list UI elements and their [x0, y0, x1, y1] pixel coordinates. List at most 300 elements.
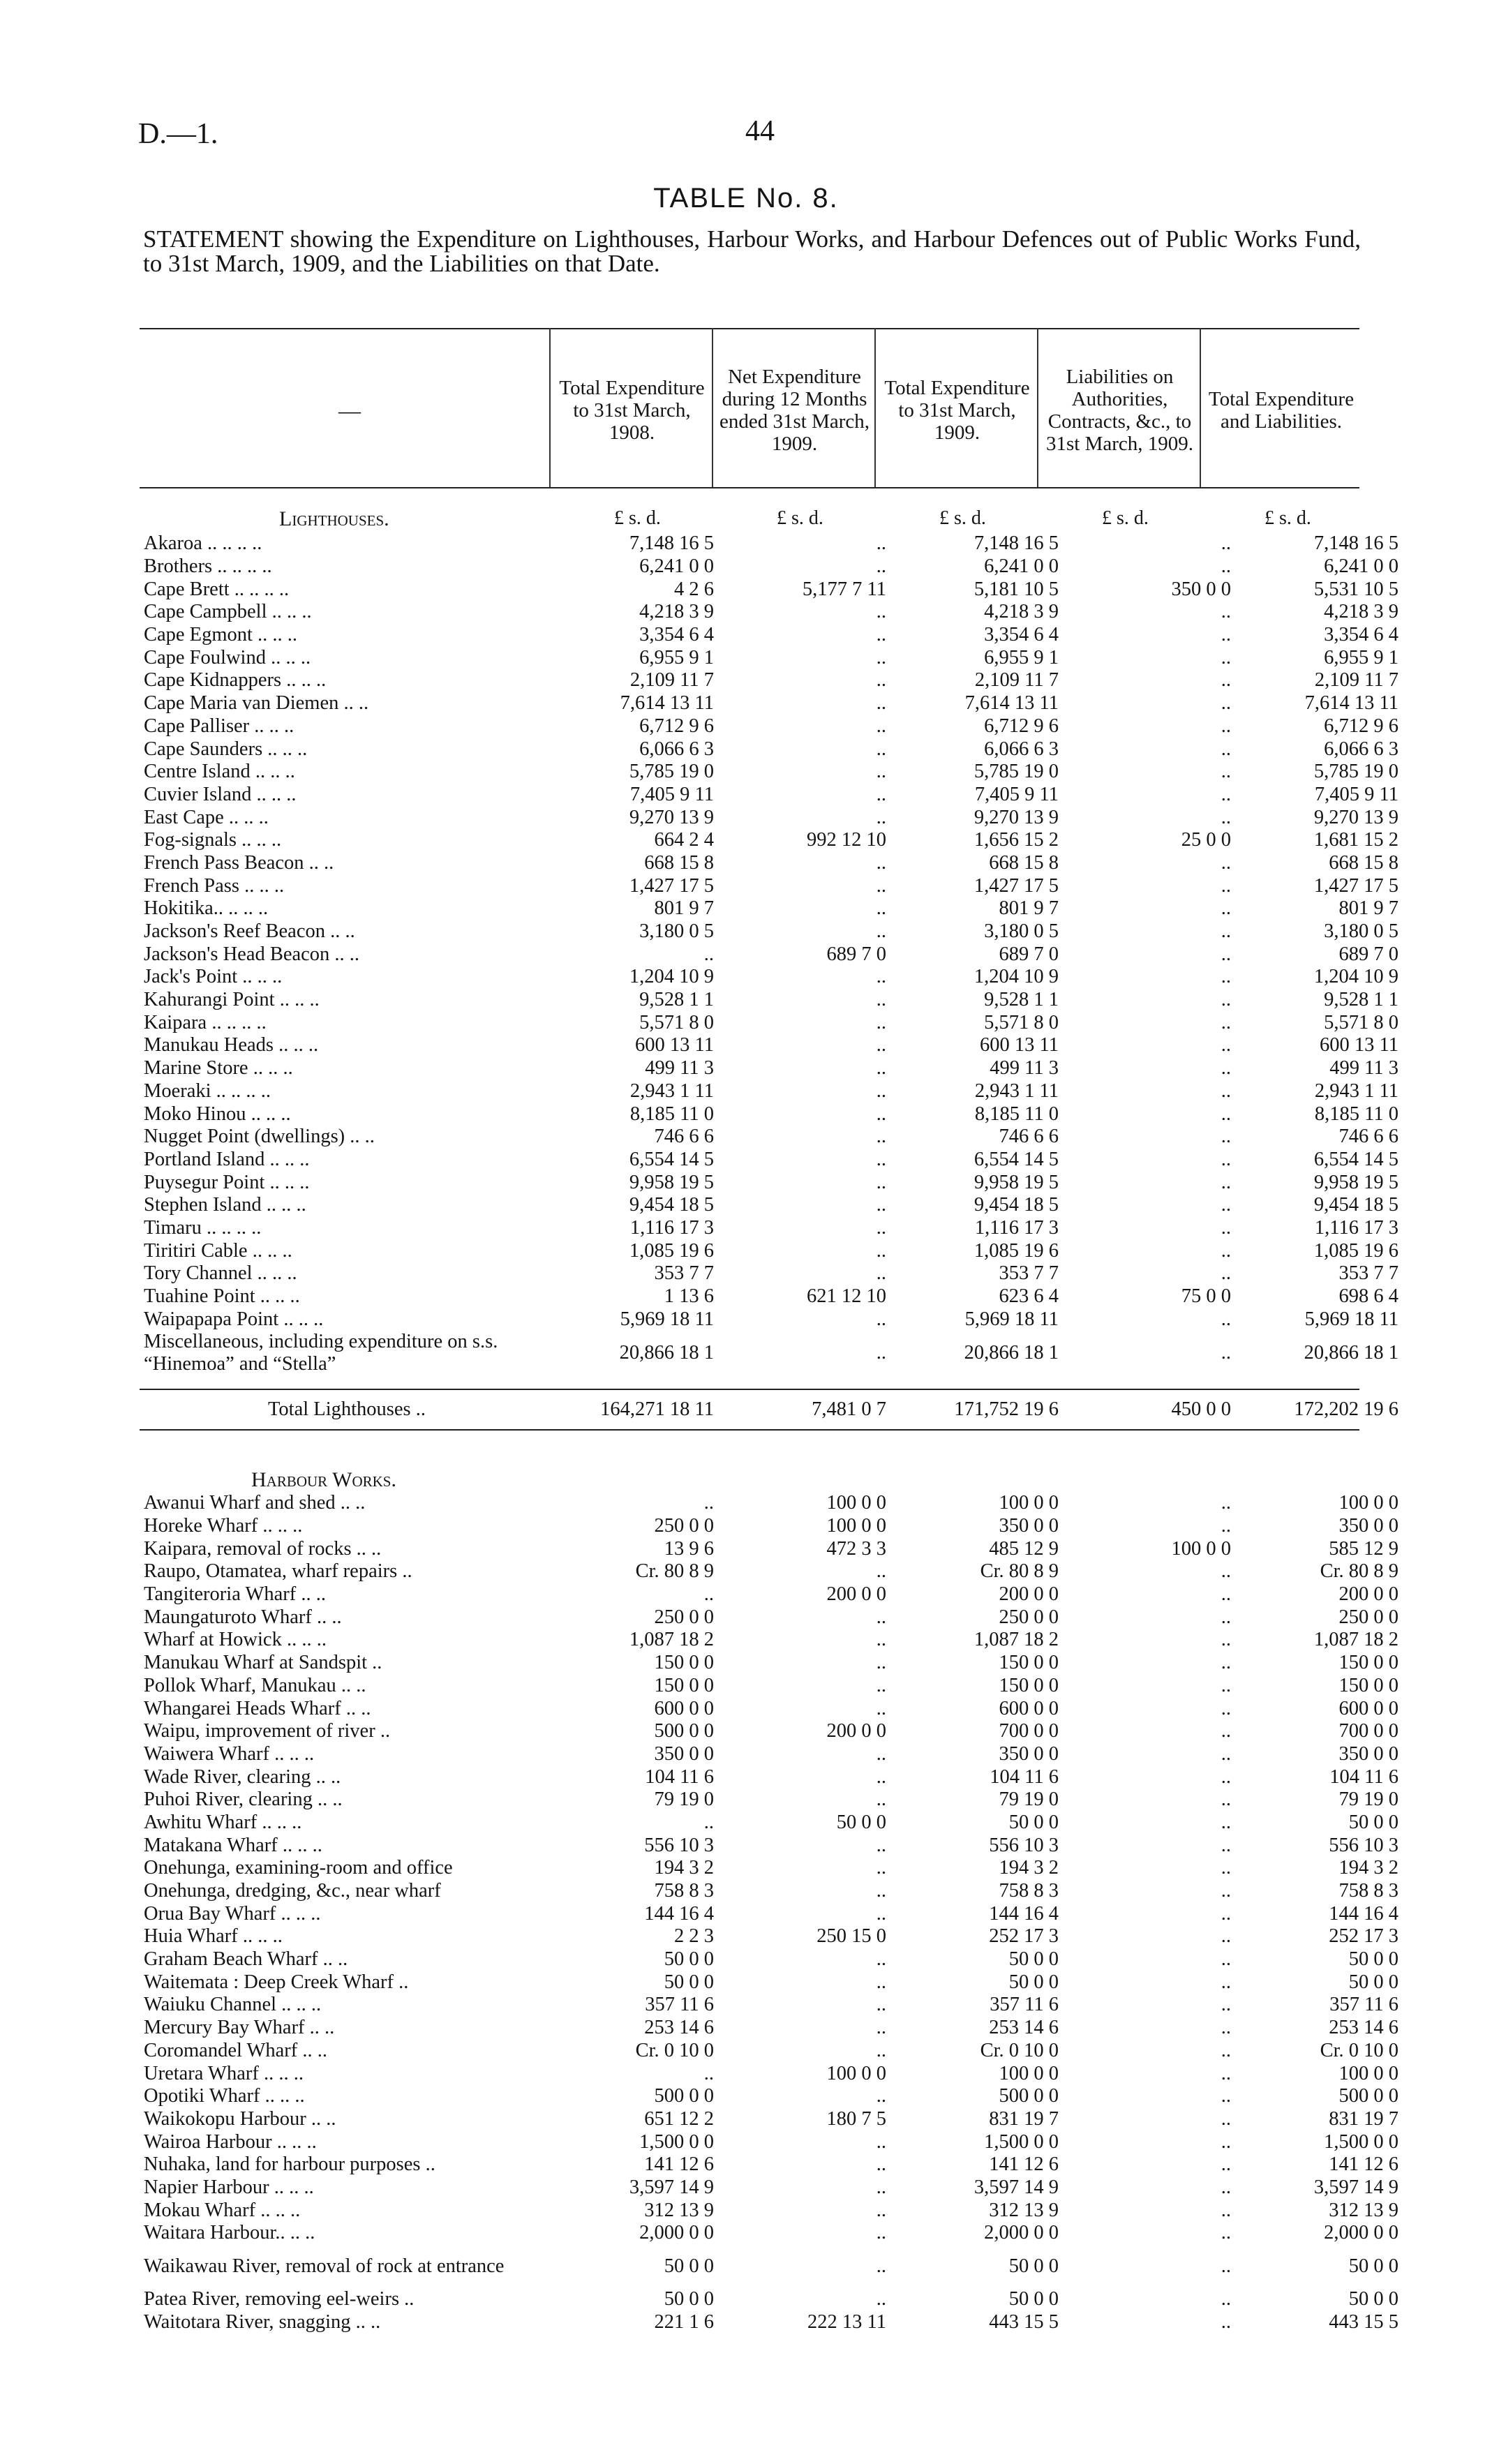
- cell-col-3: 50 0 0: [1008, 1948, 1059, 1971]
- table-row: [140, 1537, 1407, 1560]
- table-row: [140, 1194, 1407, 1217]
- cell-col-1: 144 16 4: [644, 1902, 714, 1925]
- cell-col-5: 1,116 17 3: [1314, 1216, 1398, 1239]
- cell-col-1: 6,241 0 0: [639, 555, 714, 578]
- table-row: [140, 1057, 1407, 1080]
- row-label: Cape Kidnappers .. .. ..: [144, 669, 327, 692]
- row-label: Tory Channel .. .. ..: [144, 1262, 297, 1285]
- cell-col-5: 50 0 0: [1348, 2255, 1398, 2277]
- cell-col-4: ..: [1221, 1342, 1231, 1364]
- cell-col-3: 5,969 18 11: [964, 1308, 1059, 1330]
- cell-col-3: 3,180 0 5: [984, 920, 1059, 943]
- table-row: [140, 692, 1407, 715]
- cell-col-5: 689 7 0: [1338, 943, 1398, 965]
- table-row: [140, 1743, 1407, 1766]
- cell-col-1: 668 15 8: [644, 851, 714, 874]
- page-number: 44: [745, 115, 775, 147]
- row-label: Jackson's Head Beacon .. ..: [144, 943, 360, 965]
- cell-col-1: Cr. 0 10 0: [635, 2039, 714, 2061]
- cell-col-4: ..: [1221, 1262, 1231, 1285]
- table-row: [140, 1034, 1407, 1057]
- cell-col-4: ..: [1221, 943, 1231, 965]
- cell-col-2: ..: [876, 624, 886, 646]
- cell-col-1: 50 0 0: [664, 2288, 714, 2310]
- cell-col-4: ..: [1221, 692, 1231, 715]
- row-label: Jackson's Reef Beacon .. ..: [144, 920, 355, 943]
- table-row: [140, 1080, 1407, 1103]
- cell-col-2: ..: [876, 1765, 886, 1788]
- cell-col-1: 1,087 18 2: [629, 1629, 714, 1651]
- table-row: [140, 897, 1407, 920]
- cell-col-5: 1,681 15 2: [1313, 829, 1398, 851]
- cell-col-3: 6,554 14 5: [973, 1148, 1059, 1170]
- cell-col-5: 150 0 0: [1338, 1674, 1398, 1696]
- table-row: [140, 601, 1407, 624]
- cell-col-1: 353 7 7: [654, 1262, 714, 1285]
- table-row: [140, 669, 1407, 692]
- cell-col-3: 7,405 9 11: [974, 783, 1059, 805]
- cell-col-2: ..: [876, 1948, 886, 1971]
- table-row: [140, 1765, 1407, 1789]
- cell-col-4: ..: [1221, 1515, 1231, 1537]
- row-label: East Cape .. .. ..: [144, 806, 269, 828]
- table-row: [140, 738, 1407, 761]
- cell-col-2: ..: [876, 2039, 886, 2061]
- cell-col-3: 801 9 7: [999, 897, 1059, 920]
- cell-col-5: 79 19 0: [1338, 1789, 1398, 1811]
- cell-col-3: 5,181 10 5: [973, 578, 1059, 600]
- cell-col-3: 746 6 6: [999, 1126, 1059, 1148]
- cell-col-4: 75 0 0: [1181, 1285, 1231, 1308]
- row-label: Opotiki Wharf .. .. ..: [144, 2085, 305, 2107]
- table-row: [140, 943, 1407, 966]
- row-label: Total Lighthouses ..: [268, 1398, 426, 1420]
- row-label: Portland Island .. .. ..: [144, 1148, 310, 1170]
- cell-col-3: 150 0 0: [999, 1652, 1059, 1674]
- cell-col-5: 50 0 0: [1348, 1971, 1398, 1993]
- cell-col-5: 8,185 11 0: [1314, 1103, 1398, 1125]
- cell-col-5: 3,354 6 4: [1324, 624, 1398, 646]
- cell-col-4: 450 0 0: [1171, 1398, 1231, 1420]
- cell-col-3: 357 11 6: [990, 1994, 1059, 2016]
- cell-col-4: 350 0 0: [1171, 578, 1231, 600]
- table-row: [140, 2288, 1407, 2311]
- cell-col-1: 2,000 0 0: [639, 2222, 714, 2244]
- cell-col-1: 9,528 1 1: [639, 989, 714, 1011]
- row-label: Waitotara River, snagging .. ..: [144, 2310, 381, 2333]
- row-label: Cape Maria van Diemen .. ..: [144, 692, 369, 715]
- cell-col-2: ..: [876, 1971, 886, 1993]
- cell-col-2: ..: [876, 989, 886, 1011]
- units-col3: £ s. d.: [939, 507, 986, 529]
- cell-col-1: 253 14 6: [644, 2017, 714, 2039]
- cell-col-3: 485 12 9: [989, 1537, 1059, 1560]
- cell-col-1: 50 0 0: [664, 1971, 714, 1993]
- cell-col-4: ..: [1221, 1789, 1231, 1811]
- table-row: [140, 1217, 1407, 1240]
- row-label: Akaroa .. .. .. ..: [144, 532, 262, 555]
- row-label: Wade River, clearing .. ..: [144, 1765, 341, 1788]
- row-label: Kahurangi Point .. .. ..: [144, 989, 320, 1011]
- total-bottom-rule: [140, 1429, 1359, 1431]
- row-label: Waikawau River, removal of rock at entrance: [144, 2255, 505, 2277]
- cell-col-2: ..: [876, 966, 886, 988]
- cell-col-1: 6,955 9 1: [639, 646, 714, 669]
- cell-col-4: ..: [1221, 2222, 1231, 2244]
- table-row: [140, 646, 1407, 669]
- table-row: [140, 2017, 1407, 2040]
- table-row: [140, 1880, 1407, 1903]
- cell-col-2: ..: [876, 532, 886, 555]
- cell-col-1: 5,571 8 0: [639, 1011, 714, 1033]
- table-row: [140, 1171, 1407, 1194]
- table-row: [140, 1902, 1407, 1925]
- row-label: Napier Harbour .. .. ..: [144, 2176, 314, 2198]
- table-row: [140, 2199, 1407, 2222]
- cell-col-2: ..: [876, 761, 886, 783]
- cell-col-4: ..: [1221, 1765, 1231, 1788]
- cell-col-5: 353 7 7: [1338, 1262, 1398, 1285]
- cell-col-2: 180 7 5: [826, 2107, 886, 2130]
- row-label: Brothers .. .. .. ..: [144, 555, 272, 578]
- cell-col-1: 312 13 9: [644, 2199, 714, 2221]
- cell-col-5: 7,614 13 11: [1304, 692, 1398, 715]
- cell-col-3: 50 0 0: [1008, 2255, 1059, 2277]
- table-row: [140, 1126, 1407, 1149]
- cell-col-5: 6,955 9 1: [1324, 646, 1398, 669]
- cell-col-5: 6,066 6 3: [1324, 738, 1398, 760]
- cell-col-5: 50 0 0: [1348, 1948, 1398, 1971]
- row-label: Orua Bay Wharf .. .. ..: [144, 1902, 321, 1925]
- table-row: [140, 1515, 1407, 1538]
- column-header-total-exp-liab: Total Expenditure and Liabilities.: [1208, 387, 1355, 433]
- cell-col-1: 600 0 0: [654, 1697, 714, 1719]
- cell-col-2: 100 0 0: [826, 2062, 886, 2084]
- cell-col-2: ..: [876, 738, 886, 760]
- cell-col-1: 20,866 18 1: [619, 1342, 714, 1364]
- cell-col-4: ..: [1221, 966, 1231, 988]
- row-label: Stephen Island .. .. ..: [144, 1194, 306, 1216]
- cell-col-5: 6,712 9 6: [1324, 715, 1398, 737]
- cell-col-1: 1,427 17 5: [629, 874, 714, 897]
- cell-col-2: 222 13 11: [807, 2310, 886, 2333]
- cell-col-1: 6,554 14 5: [629, 1148, 714, 1170]
- table-row: [140, 1285, 1407, 1308]
- table-row: [140, 2108, 1407, 2131]
- cell-col-2: ..: [876, 1789, 886, 1811]
- cell-col-1: 1,204 10 9: [629, 966, 714, 988]
- row-label: Whangarei Heads Wharf .. ..: [144, 1697, 371, 1719]
- cell-col-5: 9,958 19 5: [1313, 1171, 1398, 1193]
- cell-col-5: 150 0 0: [1338, 1652, 1398, 1674]
- cell-col-4: ..: [1221, 2176, 1231, 2198]
- table-row: [140, 966, 1407, 989]
- cell-col-4: ..: [1221, 1742, 1231, 1765]
- cell-col-3: 3,354 6 4: [984, 624, 1059, 646]
- cell-col-5: 443 15 5: [1329, 2310, 1398, 2333]
- cell-col-4: ..: [1221, 532, 1231, 555]
- cell-col-3: 700 0 0: [999, 1720, 1059, 1742]
- cell-col-1: 2,943 1 11: [629, 1080, 714, 1102]
- cell-col-2: ..: [876, 1239, 886, 1262]
- column-header-total-1908: Total Expenditure to 31st March, 1908.: [559, 376, 705, 444]
- row-label: Waitara Harbour.. .. ..: [144, 2222, 315, 2244]
- cell-col-1: 6,066 6 3: [639, 738, 714, 760]
- cell-col-5: 700 0 0: [1338, 1720, 1398, 1742]
- cell-col-2: ..: [876, 851, 886, 874]
- column-header-liabilities: Liabilities on Authorities, Contracts, &c., to 31st March, 1909.: [1045, 365, 1194, 455]
- row-label: Nuhaka, land for harbour purposes ..: [144, 2153, 435, 2176]
- cell-col-2: ..: [876, 1606, 886, 1628]
- table-row: [140, 2310, 1407, 2334]
- cell-col-2: 200 0 0: [826, 1720, 886, 1742]
- cell-col-5: Cr. 0 10 0: [1320, 2039, 1398, 2061]
- cell-col-1: 13 9 6: [664, 1537, 714, 1560]
- cell-col-4: ..: [1221, 1971, 1231, 1993]
- row-label: Centre Island .. .. ..: [144, 761, 295, 783]
- cell-col-1: 746 6 6: [654, 1126, 714, 1148]
- cell-col-5: 172,202 19 6: [1294, 1398, 1398, 1420]
- cell-col-4: ..: [1221, 1629, 1231, 1651]
- cell-col-2: ..: [876, 1902, 886, 1925]
- cell-col-4: ..: [1221, 2017, 1231, 2039]
- row-label: Cape Egmont .. .. ..: [144, 624, 298, 646]
- table-row: [140, 1629, 1407, 1652]
- cell-col-2: 621 12 10: [807, 1285, 886, 1308]
- cell-col-1: 9,454 18 5: [629, 1194, 714, 1216]
- row-label: Kaipara, removal of rocks .. ..: [144, 1537, 382, 1560]
- row-label: Puysegur Point .. .. ..: [144, 1171, 310, 1193]
- table-row: [140, 1103, 1407, 1126]
- cell-col-3: 171,752 19 6: [954, 1398, 1059, 1420]
- table-row: [140, 1697, 1407, 1720]
- cell-col-2: ..: [876, 2255, 886, 2277]
- row-label: Wairoa Harbour .. .. ..: [144, 2130, 317, 2153]
- table-row: [140, 1857, 1407, 1880]
- row-label: Maungaturoto Wharf .. ..: [144, 1606, 342, 1628]
- cell-col-3: 6,066 6 3: [984, 738, 1059, 760]
- row-label: Waiwera Wharf .. .. ..: [144, 1742, 315, 1765]
- row-label: Waikokopu Harbour .. ..: [144, 2107, 336, 2130]
- cell-col-2: ..: [876, 874, 886, 897]
- table-row: [140, 1925, 1407, 1948]
- cell-col-1: 250 0 0: [654, 1515, 714, 1537]
- cell-col-4: ..: [1221, 555, 1231, 578]
- cell-col-4: ..: [1221, 1948, 1231, 1971]
- cell-col-5: 350 0 0: [1338, 1515, 1398, 1537]
- cell-col-1: Cr. 80 8 9: [635, 1560, 714, 1583]
- table-row: [140, 624, 1407, 647]
- cell-col-4: ..: [1221, 1057, 1231, 1080]
- table-row: [140, 1149, 1407, 1172]
- cell-col-5: 585 12 9: [1329, 1537, 1398, 1560]
- cell-col-5: Cr. 80 8 9: [1320, 1560, 1398, 1583]
- row-label: Mokau Wharf .. .. ..: [144, 2199, 301, 2221]
- cell-col-4: ..: [1221, 2107, 1231, 2130]
- cell-col-3: 9,528 1 1: [984, 989, 1059, 1011]
- cell-col-3: 104 11 6: [990, 1765, 1059, 1788]
- units-col1: £ s. d.: [614, 507, 661, 529]
- cell-col-3: 350 0 0: [999, 1515, 1059, 1537]
- cell-col-5: 2,109 11 7: [1314, 669, 1398, 692]
- cell-col-1: 8,185 11 0: [629, 1103, 714, 1125]
- cell-col-1: 150 0 0: [654, 1674, 714, 1696]
- cell-col-2: ..: [876, 1342, 886, 1364]
- table-row: [140, 1948, 1407, 1971]
- table-row: [140, 1583, 1407, 1606]
- table-row: [140, 1011, 1407, 1034]
- row-label: Manukau Wharf at Sandspit ..: [144, 1652, 382, 1674]
- cell-col-2: ..: [876, 1080, 886, 1102]
- cell-col-2: ..: [876, 1011, 886, 1033]
- row-label: Cuvier Island .. .. ..: [144, 783, 297, 805]
- cell-col-2: ..: [876, 2199, 886, 2221]
- cell-col-4: ..: [1221, 806, 1231, 828]
- cell-col-2: ..: [876, 1629, 886, 1651]
- cell-col-2: ..: [876, 920, 886, 943]
- cell-col-4: ..: [1221, 2255, 1231, 2277]
- table-row: [140, 1675, 1407, 1698]
- cell-col-3: 831 19 7: [989, 2107, 1059, 2130]
- cell-col-2: ..: [876, 2130, 886, 2153]
- cell-col-4: ..: [1221, 1492, 1231, 1514]
- row-label: Marine Store .. .. ..: [144, 1057, 293, 1080]
- cell-col-3: 443 15 5: [989, 2310, 1059, 2333]
- row-label: Waiuku Channel .. .. ..: [144, 1994, 322, 2016]
- row-label: Uretara Wharf .. .. ..: [144, 2062, 304, 2084]
- cell-col-4: ..: [1221, 1560, 1231, 1583]
- cell-col-1: 500 0 0: [654, 1720, 714, 1742]
- cell-col-5: 698 6 4: [1338, 1285, 1398, 1308]
- cell-col-5: 668 15 8: [1329, 851, 1398, 874]
- cell-col-1: 164,271 18 11: [600, 1398, 714, 1420]
- cell-col-4: ..: [1221, 2310, 1231, 2333]
- harbour-works-table: [140, 1492, 1407, 2334]
- cell-col-2: ..: [876, 1652, 886, 1674]
- cell-col-2: ..: [876, 1560, 886, 1583]
- cell-col-1: 5,969 18 11: [620, 1308, 714, 1330]
- units-col2: £ s. d.: [777, 507, 823, 529]
- cell-col-3: 20,866 18 1: [964, 1342, 1059, 1364]
- cell-col-2: ..: [876, 2017, 886, 2039]
- cell-col-1: 141 12 6: [644, 2153, 714, 2176]
- cell-col-4: ..: [1221, 1857, 1231, 1879]
- cell-col-2: ..: [876, 1262, 886, 1285]
- cell-col-3: 1,204 10 9: [973, 966, 1059, 988]
- cell-col-2: ..: [876, 2222, 886, 2244]
- cell-col-2: ..: [876, 601, 886, 623]
- row-label: Cape Foulwind .. .. ..: [144, 646, 311, 669]
- lighthouses-table: [140, 532, 1407, 1375]
- row-label: Waipapapa Point .. .. ..: [144, 1308, 324, 1330]
- cell-col-4: ..: [1221, 1034, 1231, 1056]
- table-row: [140, 2085, 1407, 2108]
- row-label: Moeraki .. .. .. ..: [144, 1080, 271, 1102]
- row-label: Matakana Wharf .. .. ..: [144, 1834, 322, 1856]
- cell-col-3: 7,614 13 11: [964, 692, 1059, 715]
- cell-col-4: ..: [1221, 1011, 1231, 1033]
- table-row: [140, 2130, 1407, 2153]
- cell-col-4: ..: [1221, 1194, 1231, 1216]
- cell-col-5: 253 14 6: [1329, 2017, 1398, 2039]
- cell-col-3: 100 0 0: [999, 2062, 1059, 2084]
- cell-col-2: ..: [876, 1674, 886, 1696]
- cell-col-3: 2,943 1 11: [974, 1080, 1059, 1102]
- cell-col-4: 25 0 0: [1181, 829, 1231, 851]
- cell-col-5: 5,785 19 0: [1313, 761, 1398, 783]
- cell-col-2: ..: [876, 1171, 886, 1193]
- cell-col-1: ..: [703, 1811, 714, 1833]
- units-col5: £ s. d.: [1265, 507, 1311, 529]
- page-code: D.—1.: [138, 118, 218, 150]
- row-label: Wharf at Howick .. .. ..: [144, 1629, 327, 1651]
- cell-col-5: 9,270 13 9: [1313, 806, 1398, 828]
- cell-col-1: 1 13 6: [664, 1285, 714, 1308]
- cell-col-4: ..: [1221, 2288, 1231, 2310]
- table-row: [140, 2245, 1407, 2288]
- cell-col-3: 600 0 0: [999, 1697, 1059, 1719]
- cell-col-4: ..: [1221, 1652, 1231, 1674]
- cell-col-5: 104 11 6: [1329, 1765, 1398, 1788]
- cell-col-1: 3,180 0 5: [639, 920, 714, 943]
- table-row: [140, 2153, 1407, 2176]
- cell-col-5: 144 16 4: [1329, 1902, 1398, 1925]
- cell-col-1: 758 8 3: [654, 1880, 714, 1902]
- cell-col-3: 100 0 0: [999, 1492, 1059, 1514]
- cell-col-1: 600 13 11: [635, 1034, 714, 1056]
- row-label: Cape Saunders .. .. ..: [144, 738, 308, 760]
- row-label: Manukau Heads .. .. ..: [144, 1034, 319, 1056]
- cell-col-5: 100 0 0: [1338, 1492, 1398, 1514]
- cell-col-1: 5,785 19 0: [629, 761, 714, 783]
- table-row: [140, 761, 1407, 784]
- row-label: Moko Hinou .. .. ..: [144, 1103, 291, 1125]
- cell-col-3: 2,109 11 7: [974, 669, 1059, 692]
- cell-col-5: 831 19 7: [1329, 2107, 1398, 2130]
- cell-col-3: 499 11 3: [990, 1057, 1059, 1080]
- cell-col-2: ..: [876, 1880, 886, 1902]
- cell-col-5: 758 8 3: [1338, 1880, 1398, 1902]
- cell-col-1: ..: [703, 1583, 714, 1606]
- cell-col-1: 3,597 14 9: [629, 2176, 714, 2198]
- table-row: [140, 806, 1407, 829]
- cell-col-2: 689 7 0: [826, 943, 886, 965]
- cell-col-4: 100 0 0: [1171, 1537, 1231, 1560]
- row-label: Huia Wharf .. .. ..: [144, 1925, 283, 1948]
- cell-col-5: 100 0 0: [1338, 2062, 1398, 2084]
- cell-col-4: ..: [1221, 669, 1231, 692]
- cell-col-4: ..: [1221, 1834, 1231, 1856]
- cell-col-2: ..: [876, 1103, 886, 1125]
- cell-col-5: 7,148 16 5: [1313, 532, 1398, 555]
- cell-col-4: ..: [1221, 2199, 1231, 2221]
- row-label: Awhitu Wharf .. .. ..: [144, 1811, 302, 1833]
- table-row: [140, 1812, 1407, 1835]
- table-row: [140, 2222, 1407, 2245]
- cell-col-4: ..: [1221, 646, 1231, 669]
- cell-col-2: ..: [876, 669, 886, 692]
- cell-col-1: 499 11 3: [645, 1057, 714, 1080]
- units-col4: £ s. d.: [1102, 507, 1149, 529]
- cell-col-1: 664 2 4: [654, 829, 714, 851]
- cell-col-3: 141 12 6: [989, 2153, 1059, 2176]
- cell-col-3: Cr. 0 10 0: [980, 2039, 1059, 2061]
- cell-col-1: 801 9 7: [654, 897, 714, 920]
- cell-col-5: 500 0 0: [1338, 2085, 1398, 2107]
- table-row: [140, 2040, 1407, 2063]
- cell-col-2: ..: [876, 897, 886, 920]
- cell-col-1: 50 0 0: [664, 1948, 714, 1971]
